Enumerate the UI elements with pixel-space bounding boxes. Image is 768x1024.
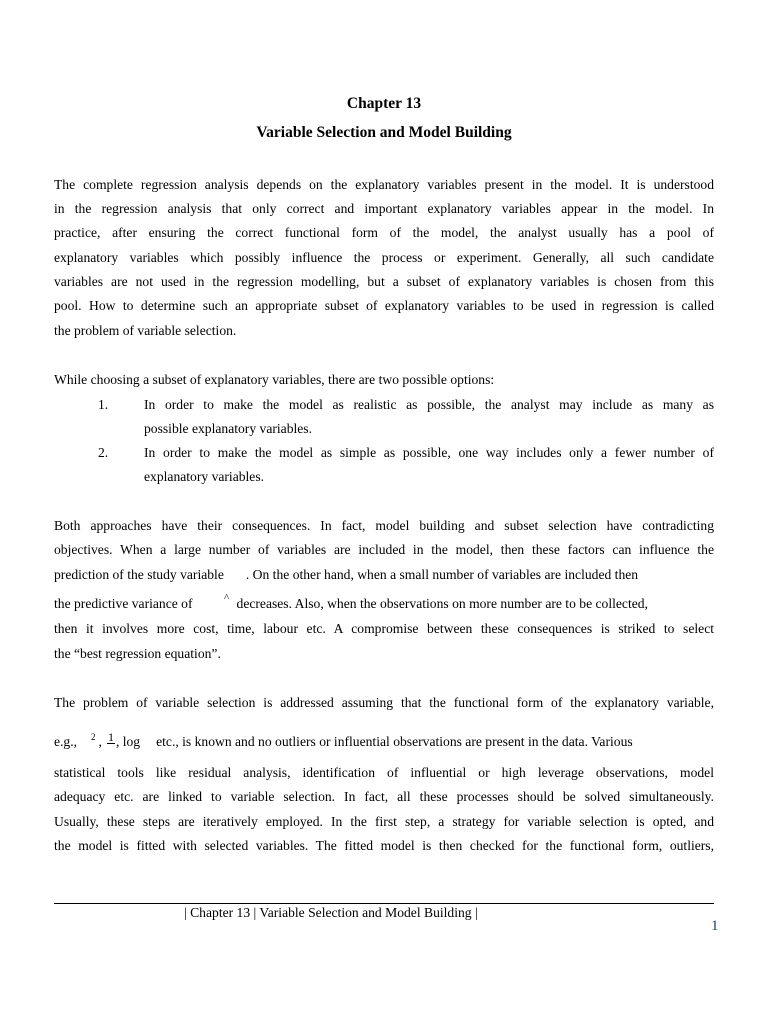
text-segment: , <box>98 734 102 749</box>
chapter-number: Chapter 13 <box>346 95 422 112</box>
paragraph-line: Usually, these steps are iteratively employed. In the first step, a strategy for variable selection is opted, and <box>54 814 714 829</box>
paragraph-line <box>54 566 714 584</box>
paragraph-line: adequacy etc. are linked to variable selection. In fact, all these processes should be solved simultaneously. <box>54 789 714 804</box>
paragraph-line: The problem of variable selection is addressed assuming that the functional form of the explanatory variable, <box>54 695 714 710</box>
text-segment: prediction of the study variable <box>54 567 224 582</box>
fraction-numerator: 1 <box>107 730 114 745</box>
page-number: 1 <box>711 918 719 934</box>
paragraph-line: the problem of variable selection. <box>54 323 237 338</box>
paragraph-line: in the regression analysis that only correct and important explanatory variables appear in the model. In <box>54 201 714 216</box>
paragraph-line: then it involves more cost, time, labour etc. A compromise between these consequences is striked to select <box>54 621 714 636</box>
list-item-line: In order to make the model as realistic as possible, the analyst may include as many as <box>144 397 714 412</box>
paragraph-line: pool. How to determine such an appropriate subset of explanatory variables to be used in regression is called <box>54 298 714 313</box>
text-segment: the predictive variance of <box>54 596 193 611</box>
list-item-number: 2. <box>98 445 109 460</box>
text-segment: . On the other hand, when a small number of variables are included then <box>245 567 639 582</box>
paragraph-line: the model is fitted with selected variables. The fitted model is then checked for the functional form, outliers, <box>54 838 714 853</box>
paragraph-line: variables are not used in the regression modelling, but a subset of explanatory variables is chosen from this <box>54 274 714 289</box>
hat-symbol: ^ <box>224 592 230 604</box>
paragraph-line: the “best regression equation”. <box>54 646 221 661</box>
paragraph-line: objectives. When a large number of variables are included in the model, then these factors can influence the <box>54 542 714 557</box>
list-item-number: 1. <box>98 397 109 412</box>
paragraph-line: practice, after ensuring the correct functional form of the model, the analyst usually has a pool of <box>54 225 714 240</box>
running-footer: | Chapter 13 | Variable Selection and Model Building | <box>184 905 478 920</box>
fraction <box>107 732 115 753</box>
footer-divider <box>54 903 714 904</box>
text-segment: decreases. Also, when the observations on more number are to be collected, <box>236 596 648 611</box>
paragraph-line: The complete regression analysis depends on the explanatory variables present in the model. It is understood <box>54 177 714 192</box>
list-item-line: explanatory variables. <box>144 469 265 484</box>
chapter-title: Variable Selection and Model Building <box>256 124 512 141</box>
paragraph-line: statistical tools like residual analysis, identification of influential or high leverage observations, model <box>54 765 714 780</box>
superscript: 2 <box>91 732 96 742</box>
paragraph-line <box>54 595 714 613</box>
text-segment: , log <box>115 734 141 749</box>
paragraph-line: explanatory variables which possibly influence the process or experiment. Generally, all such candidate <box>54 250 714 265</box>
list-item-line: possible explanatory variables. <box>144 421 312 436</box>
text-segment: e.g., <box>54 734 78 749</box>
paragraph-line-with-formula <box>54 728 714 753</box>
list-item-line: In order to make the model as simple as possible, one way includes only a fewer number of <box>144 445 714 460</box>
list-intro: While choosing a subset of explanatory variables, there are two possible options: <box>54 372 495 387</box>
text-segment: etc., is known and no outliers or influential observations are present in the data. Various <box>156 734 633 749</box>
paragraph-line: Both approaches have their consequences. In fact, model building and subset selection have contradicting <box>54 518 714 533</box>
